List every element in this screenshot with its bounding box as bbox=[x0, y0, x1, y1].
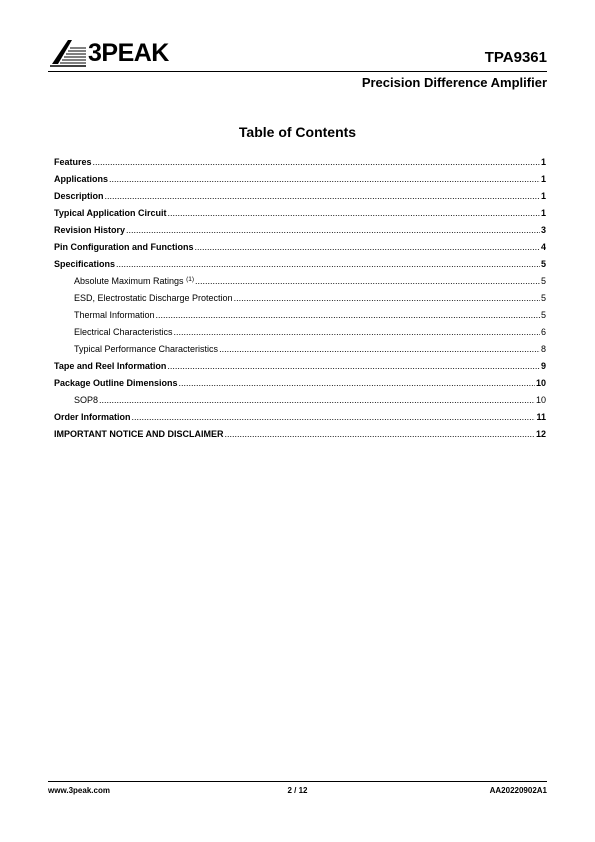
toc-entry-text: Typical Performance Characteristics bbox=[74, 344, 219, 354]
toc-entry-label bbox=[74, 392, 98, 409]
toc-entry-page: 6 bbox=[540, 327, 546, 337]
footer-rule bbox=[48, 781, 547, 782]
toc-entry-page: 1 bbox=[540, 174, 546, 184]
toc-entry-label bbox=[54, 375, 178, 392]
toc-dot-leader bbox=[109, 171, 540, 188]
toc-entry-page: 3 bbox=[540, 225, 546, 235]
logo-mark-icon bbox=[50, 36, 90, 68]
toc-dot-leader bbox=[132, 409, 536, 426]
toc-entry[interactable] bbox=[54, 273, 546, 290]
toc-title: Table of Contents bbox=[238, 124, 357, 140]
toc-dot-leader bbox=[225, 426, 535, 443]
toc-entry[interactable] bbox=[54, 409, 546, 426]
toc-entry-text: Electrical Characteristics bbox=[74, 327, 173, 337]
toc-dot-leader bbox=[116, 256, 540, 273]
toc-entry-text: Order Information bbox=[54, 412, 131, 422]
toc-dot-leader bbox=[126, 222, 540, 239]
toc-entry-label bbox=[74, 273, 194, 290]
toc-entry-label bbox=[54, 171, 108, 188]
toc-entry-page: 10 bbox=[535, 378, 546, 388]
toc-dot-leader bbox=[195, 239, 540, 256]
toc-entry[interactable] bbox=[54, 154, 546, 171]
toc-entry[interactable] bbox=[54, 324, 546, 341]
toc-entry[interactable] bbox=[54, 256, 546, 273]
toc-entry-label bbox=[74, 324, 173, 341]
toc-entry-text: ESD, Electrostatic Discharge Protection bbox=[74, 293, 233, 303]
toc-entry-text: SOP8 bbox=[74, 395, 99, 405]
toc-dot-leader bbox=[195, 273, 540, 290]
toc-entry-label bbox=[54, 154, 92, 171]
toc-entry-text: Pin Configuration and Functions bbox=[54, 242, 194, 252]
header-rule bbox=[48, 71, 547, 72]
toc-entry-label bbox=[54, 188, 104, 205]
toc-dot-leader bbox=[234, 290, 540, 307]
toc-entry[interactable] bbox=[54, 341, 546, 358]
toc-entry-text: Thermal Information bbox=[74, 310, 155, 320]
toc-entry[interactable] bbox=[54, 222, 546, 239]
logo-text: 3PEAK bbox=[88, 39, 169, 67]
toc-entry-text: Tape and Reel Information bbox=[54, 361, 167, 371]
toc-entry-text: Description bbox=[54, 191, 104, 201]
toc-dot-leader bbox=[167, 358, 540, 375]
toc-entry-page: 1 bbox=[540, 191, 546, 201]
toc-entry[interactable] bbox=[54, 239, 546, 256]
footer-website[interactable]: www.3peak.com bbox=[48, 786, 110, 795]
toc-entry[interactable] bbox=[54, 375, 546, 392]
toc-entry[interactable] bbox=[54, 188, 546, 205]
toc-dot-leader bbox=[99, 392, 535, 409]
toc-entry-page: 4 bbox=[540, 242, 546, 252]
footer-doc-code: AA20220902A1 bbox=[489, 786, 547, 795]
toc-entry[interactable] bbox=[54, 307, 546, 324]
toc-dot-leader bbox=[168, 205, 540, 222]
toc-entry-page: 1 bbox=[540, 208, 546, 218]
toc-entry-label bbox=[54, 358, 166, 375]
toc-entry[interactable] bbox=[54, 205, 546, 222]
toc-entry-page: 1 bbox=[540, 157, 546, 167]
toc-entry-text: Absolute Maximum Ratings bbox=[74, 276, 184, 286]
toc-entry-label bbox=[54, 239, 194, 256]
toc-dot-leader bbox=[219, 341, 540, 358]
toc-entry-page: 5 bbox=[540, 310, 546, 320]
toc-entry-page: 10 bbox=[535, 395, 546, 405]
toc-entry-text: IMPORTANT NOTICE AND DISCLAIMER bbox=[54, 429, 224, 439]
toc-entry-label bbox=[54, 426, 224, 443]
company-logo bbox=[50, 36, 186, 68]
toc-entry-page: 5 bbox=[540, 293, 546, 303]
toc-entry-page: 5 bbox=[540, 276, 546, 286]
toc-entry-label bbox=[54, 205, 167, 222]
toc-entry-footnote-ref: (1) bbox=[186, 276, 195, 283]
toc-dot-leader bbox=[93, 154, 540, 171]
toc-dot-leader bbox=[174, 324, 540, 341]
toc-entry-text: Features bbox=[54, 157, 92, 167]
part-number: TPA9361 bbox=[484, 49, 547, 66]
toc-entry-page: 11 bbox=[536, 412, 546, 422]
toc-entry-text: Typical Application Circuit bbox=[54, 208, 167, 218]
toc-entry-label bbox=[54, 222, 125, 239]
toc-entry-text: Package Outline Dimensions bbox=[54, 378, 178, 388]
toc-entry[interactable] bbox=[54, 290, 546, 307]
toc-entry-text: Applications bbox=[54, 174, 109, 184]
toc-dot-leader bbox=[105, 188, 540, 205]
toc-entry[interactable] bbox=[54, 392, 546, 409]
toc-entry-page: 8 bbox=[540, 344, 546, 354]
toc-entry-label bbox=[74, 341, 218, 358]
toc-entry[interactable] bbox=[54, 426, 546, 443]
toc-entry-label bbox=[54, 256, 115, 273]
toc-entry-label bbox=[54, 409, 131, 426]
toc-dot-leader bbox=[179, 375, 535, 392]
toc-dot-leader bbox=[156, 307, 540, 324]
toc-entry-label bbox=[74, 307, 155, 324]
toc-entry[interactable] bbox=[54, 171, 546, 188]
toc-entry-page: 12 bbox=[535, 429, 546, 439]
toc-entry-text: Revision History bbox=[54, 225, 126, 235]
toc-entry[interactable] bbox=[54, 358, 546, 375]
toc-entry-text: Specifications bbox=[54, 259, 116, 269]
toc-entry-page: 5 bbox=[540, 259, 546, 269]
toc-entry-page: 9 bbox=[540, 361, 546, 371]
toc-entry-label bbox=[74, 290, 233, 307]
table-of-contents bbox=[54, 154, 546, 443]
footer-page-indicator: 2 / 12 bbox=[287, 786, 308, 795]
document-subtitle: Precision Difference Amplifier bbox=[361, 75, 547, 90]
